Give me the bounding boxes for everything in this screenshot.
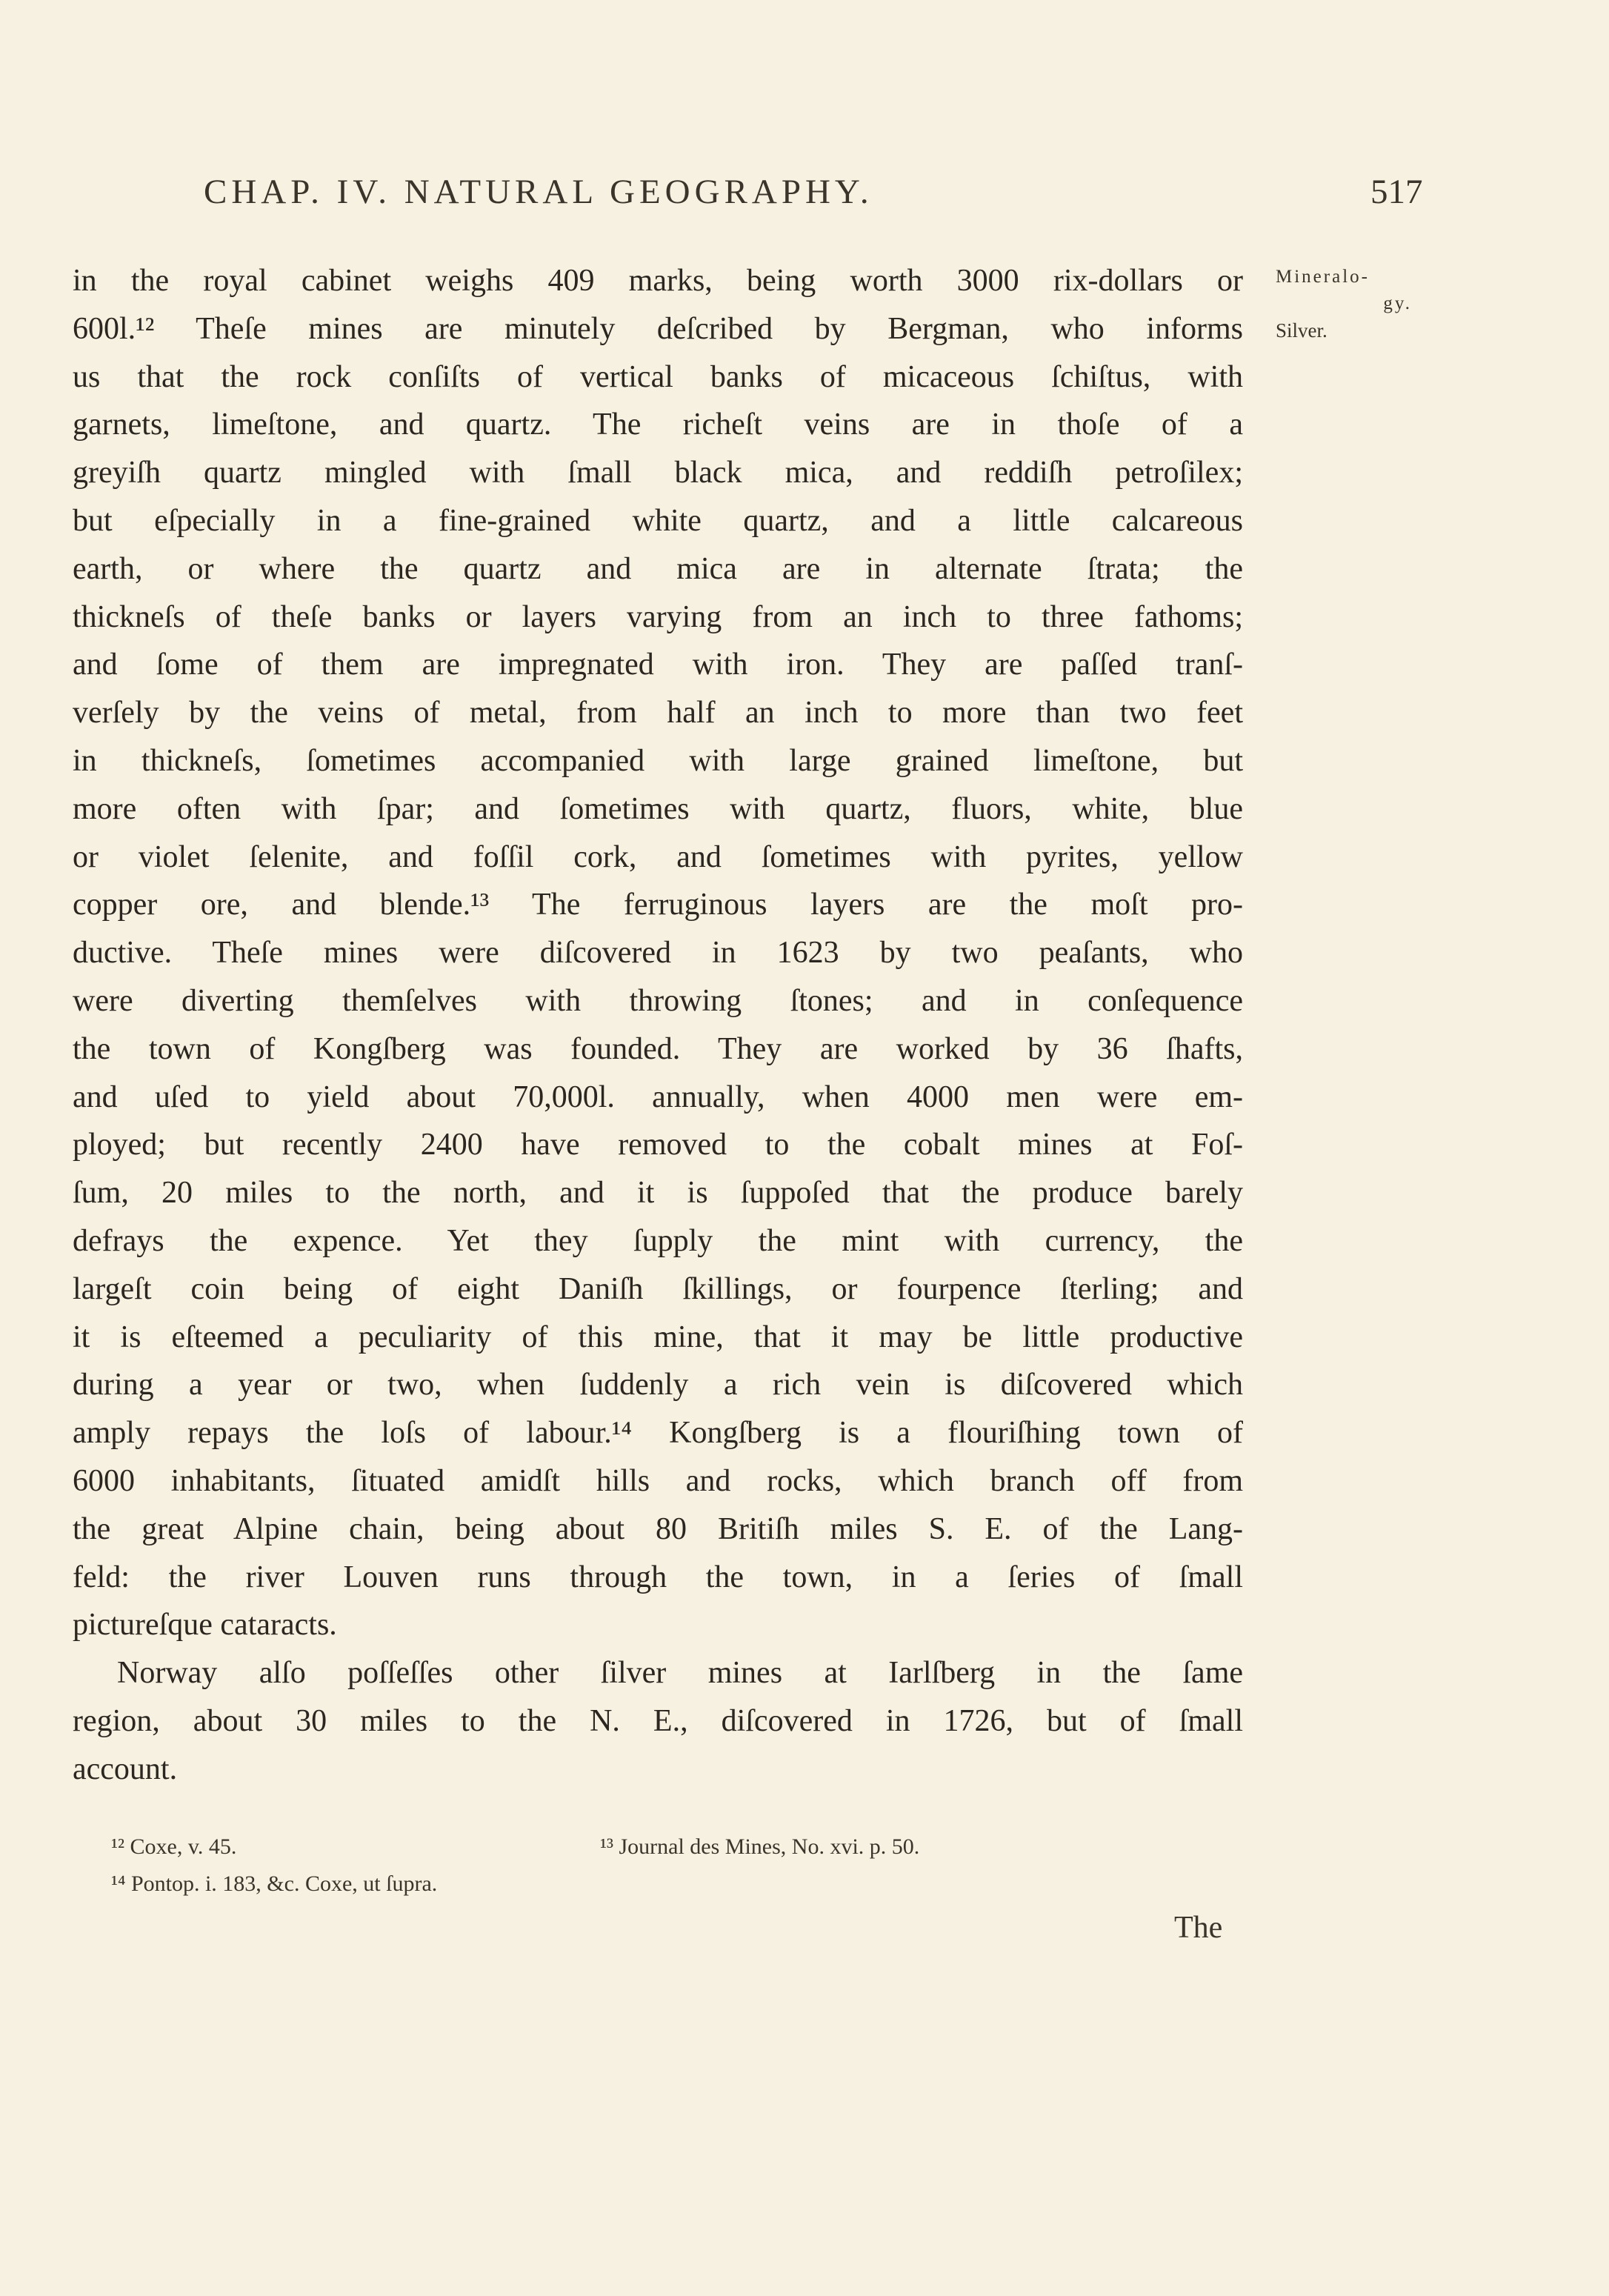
margin-note-line-2: gy. — [1383, 293, 1412, 313]
text-line: but eſpecially in a fine-grained white quartz, and a little calcareous — [73, 503, 1243, 538]
footnotes — [111, 1829, 1148, 1903]
body-text — [73, 257, 1243, 1794]
text-line: and uſed to yield about 70,000l. annually, when 4000 men were em- — [73, 1079, 1243, 1114]
text-line: during a year or two, when ſuddenly a rich vein is diſcovered which — [73, 1368, 1243, 1402]
text-line: us that the rock conſiſts of vertical banks of micaceous ſchiſtus, with — [73, 359, 1243, 394]
text-line: earth, or where the quartz and mica are in alternate ſtrata; the — [73, 551, 1243, 586]
page-number: 517 — [1370, 173, 1423, 211]
text-line: greyiſh quartz mingled with ſmall black mica, and reddiſh petroſilex; — [73, 456, 1243, 490]
text-line: amply repays the loſs of labour.¹⁴ Kongſberg is a flouriſhing town of — [73, 1416, 1243, 1451]
text-line: ployed; but recently 2400 have removed to the cobalt mines at Foſ- — [73, 1128, 1243, 1162]
text-line: defrays the expence. Yet they ſupply the mint with currency, the — [73, 1223, 1243, 1258]
text-line: ductive. Theſe mines were diſcovered in 1623 by two peaſants, who — [73, 936, 1243, 971]
margin-note-line-1: Mineralo- — [1276, 267, 1370, 287]
text-line: Norway alſo poſſeſſes other ſilver mines at Iarlſberg in the ſame — [117, 1656, 1243, 1691]
footnote-13: ¹³ Journal des Mines, No. xvi. p. 50. — [600, 1834, 920, 1859]
text-line: and ſome of them are impregnated with iron. They are paſſed tranſ- — [73, 648, 1243, 682]
text-line: in the royal cabinet weighs 409 marks, being worth 3000 rix-dollars or — [73, 264, 1243, 298]
running-title: CHAP. IV. NATURAL GEOGRAPHY. — [204, 173, 873, 211]
text-line: or violet ſelenite, and foſſil cork, and ſometimes with pyrites, yellow — [73, 839, 1243, 874]
text-line: were diverting themſelves with throwing ſtones; and in conſequence — [73, 983, 1243, 1018]
footnote-12: ¹² Coxe, v. 45. — [111, 1834, 237, 1859]
text-line: thickneſs of theſe banks or layers varying from an inch to three fathoms; — [73, 599, 1243, 634]
margin-note-line-3: Silver. — [1276, 319, 1327, 342]
text-line: pictureſque cataracts. — [73, 1608, 337, 1643]
catchword: The — [1174, 1911, 1223, 1945]
footnote-row — [111, 1866, 1148, 1903]
text-line: feld: the river Louven runs through the town, in a ſeries of ſmall — [73, 1560, 1243, 1594]
text-line: in thickneſs, ſometimes accompanied with large grained limeſtone, but — [73, 743, 1243, 778]
text-line: 600l.¹² Theſe mines are minutely deſcribed by Bergman, who informs — [73, 311, 1243, 346]
text-line: verſely by the veins of metal, from half an inch to more than two feet — [73, 696, 1243, 731]
text-line: it is eſteemed a peculiarity of this mine, that it may be little productive — [73, 1320, 1243, 1354]
footnote-14: ¹⁴ Pontop. i. 183, &c. Coxe, ut ſupra. — [111, 1871, 438, 1896]
text-line: the great Alpine chain, being about 80 Britiſh miles S. E. of the Lang- — [73, 1511, 1243, 1546]
text-line: region, about 30 miles to the N. E., diſcovered in 1726, but of ſmall — [73, 1703, 1243, 1738]
text-line: garnets, limeſtone, and quartz. The richeſt veins are in thoſe of a — [73, 407, 1243, 442]
text-line: the town of Kongſberg was founded. They are worked by 36 ſhafts, — [73, 1031, 1243, 1066]
text-line: copper ore, and blende.¹³ The ferruginous layers are the moſt pro- — [73, 888, 1243, 922]
text-line: more often with ſpar; and ſometimes with quartz, fluors, white, blue — [73, 791, 1243, 826]
text-line: largeſt coin being of eight Daniſh ſkillings, or fourpence ſterling; and — [73, 1271, 1243, 1306]
text-line: 6000 inhabitants, ſituated amidſt hills and rocks, which branch off from — [73, 1463, 1243, 1498]
text-line: account. — [73, 1751, 178, 1786]
margin-note — [1276, 264, 1424, 344]
footnote-row — [111, 1829, 1148, 1866]
text-line: ſum, 20 miles to the north, and it is ſuppoſed that the produce barely — [73, 1176, 1243, 1211]
